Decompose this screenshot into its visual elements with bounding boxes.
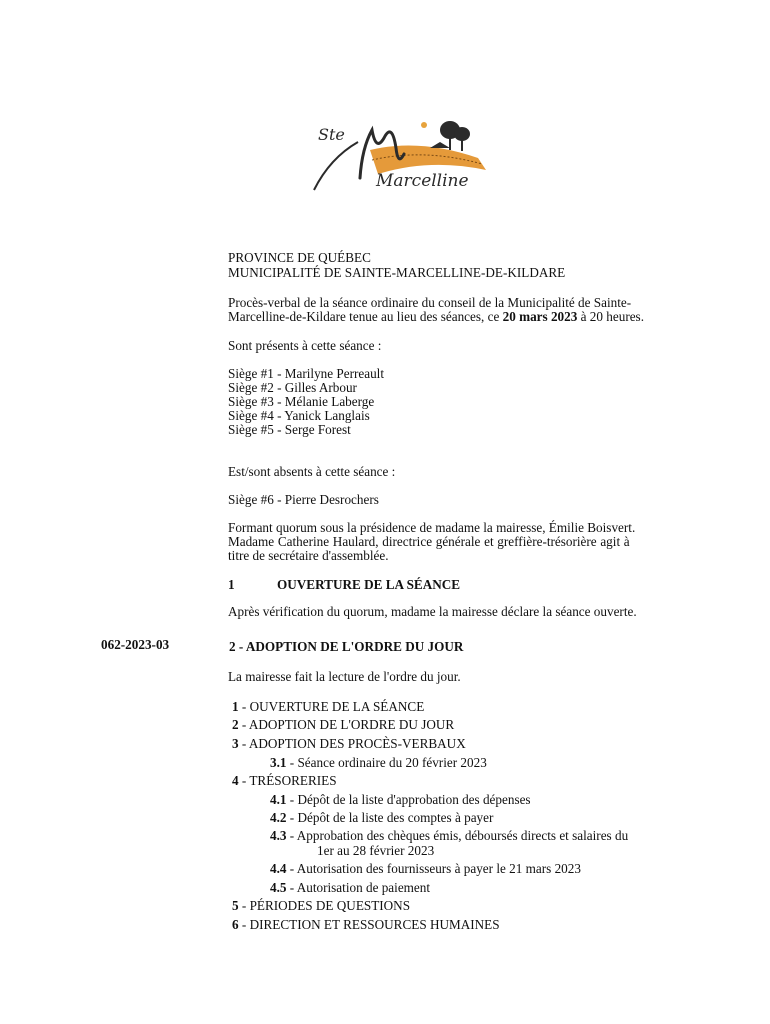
meeting-time: à 20 heures.	[577, 309, 644, 324]
agenda-item: 4 - TRÉSORERIES	[232, 773, 337, 788]
agenda-item: 3 - ADOPTION DES PROCÈS-VERBAUX	[232, 736, 466, 751]
logo-house-roof	[430, 142, 450, 148]
section-1-number: 1	[228, 577, 235, 592]
section-2-title: 2 - ADOPTION DE L'ORDRE DU JOUR	[229, 639, 464, 654]
agenda-subitem: 4.3 - Approbation des chèques émis, déboursés directs et salaires du	[270, 828, 629, 843]
agenda-subitem: 4.1 - Dépôt de la liste d'approbation des dépenses	[270, 792, 531, 807]
resolution-number: 062-2023-03	[101, 637, 170, 652]
present-label: Sont présents à cette séance :	[228, 338, 382, 353]
quorum-line-1: Formant quorum sous la présidence de madame la mairesse, Émilie Boisvert.	[228, 520, 636, 535]
agenda-item: 1 - OUVERTURE DE LA SÉANCE	[232, 699, 425, 714]
agenda-subitem: 4.4 - Autorisation des fournisseurs à payer le 21 mars 2023	[270, 861, 581, 876]
logo-text-ste: Ste	[318, 125, 345, 144]
agenda-item: 5 - PÉRIODES DE QUESTIONS	[232, 898, 411, 913]
quorum-line-3: titre de secrétaire d'assemblée.	[228, 548, 389, 563]
logo-swash	[314, 142, 358, 190]
agenda-subitem: 4.2 - Dépôt de la liste des comptes à payer	[270, 810, 494, 825]
meeting-date: 20 mars 2023	[502, 309, 578, 324]
present-member: Siège #4 - Yanick Langlais	[228, 408, 370, 423]
section-2-text: La mairesse fait la lecture de l'ordre du jour.	[228, 669, 461, 684]
logo-trunk-2	[461, 139, 463, 151]
province-heading: PROVINCE DE QUÉBEC	[228, 250, 371, 265]
present-member: Siège #2 - Gilles Arbour	[228, 380, 357, 395]
logo-field-shape	[370, 146, 486, 175]
municipality-logo	[300, 108, 505, 200]
section-1-text: Après vérification du quorum, madame la mairesse déclare la séance ouverte.	[228, 604, 637, 619]
intro-line-2	[228, 310, 644, 324]
logo-graphic	[300, 108, 505, 200]
present-member: Siège #1 - Marilyne Perreault	[228, 366, 385, 381]
intro-line-1: Procès-verbal de la séance ordinaire du conseil de la Municipalité de Sainte-	[228, 295, 632, 310]
section-1-title: OUVERTURE DE LA SÉANCE	[277, 577, 461, 592]
agenda-subitem-continuation: 1er au 28 février 2023	[317, 843, 435, 858]
agenda-item: 6 - DIRECTION ET RESSOURCES HUMAINES	[232, 917, 500, 932]
agenda-subitem: 4.5 - Autorisation de paiement	[270, 880, 431, 895]
present-member: Siège #5 - Serge Forest	[228, 422, 351, 437]
logo-tree-2	[454, 127, 470, 141]
logo-sun	[421, 122, 427, 128]
absent-member: Siège #6 - Pierre Desrochers	[228, 492, 379, 507]
agenda-subitem: 3.1 - Séance ordinaire du 20 février 2023	[270, 755, 487, 770]
municipality-heading: MUNICIPALITÉ DE SAINTE-MARCELLINE-DE-KILDARE	[228, 265, 566, 280]
present-member: Siège #3 - Mélanie Laberge	[228, 394, 375, 409]
agenda-item: 2 - ADOPTION DE L'ORDRE DU JOUR	[232, 717, 455, 732]
logo-text-name: Marcelline	[376, 171, 469, 191]
intro-text: Marcelline-de-Kildare tenue au lieu des séances, ce	[228, 309, 503, 324]
absent-label: Est/sont absents à cette séance :	[228, 464, 396, 479]
quorum-line-2: Madame Catherine Haulard, directrice générale et greffière-trésorière agit à	[228, 534, 630, 549]
